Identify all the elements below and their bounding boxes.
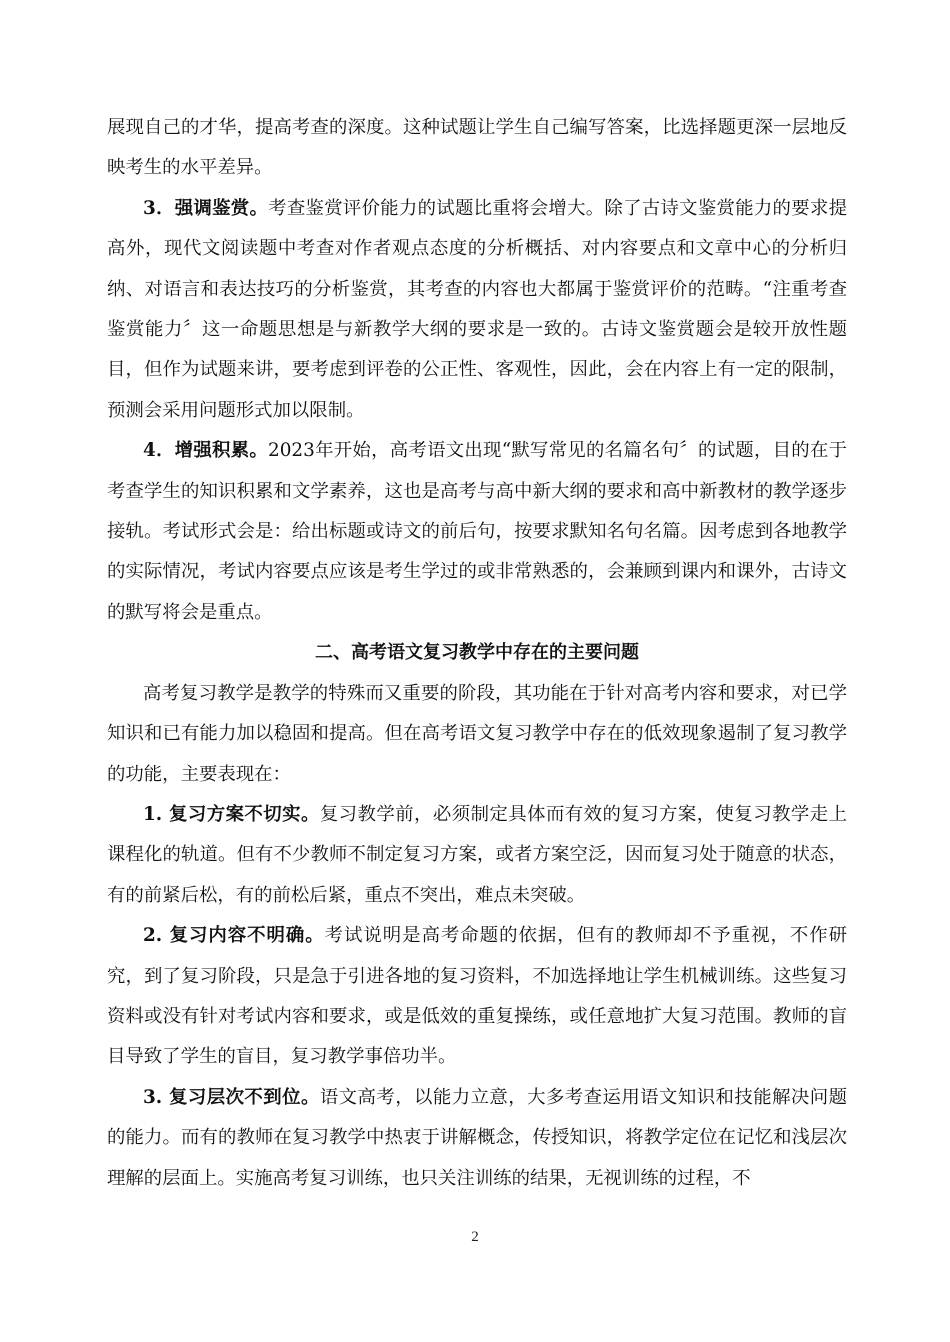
paragraph-text: 高考复习教学是教学的特殊而又重要的阶段，其功能在于针对高考内容和要求，对已学知识和已有能力加以稳固和提高。但在高考语文复习教学中存在的低效现象遏制了复习教学的功能，主要表现在：	[107, 682, 847, 785]
paragraph-appreciation	[107, 189, 847, 431]
document-body	[107, 108, 847, 1199]
paragraph-lead: 3．强调鉴赏。	[143, 197, 269, 219]
paragraph-intro	[107, 674, 847, 795]
paragraph-text: 复习教学前，必须制定具体而有效的复习方案，使复习教学走上课程化的轨道。但有不少教师不制定复习方案，或者方案空泛，因而复习处于随意的状态，有的前紧后松，有的前松后紧，重点不突出，难点未突破。	[107, 803, 847, 906]
paragraph-problem-3	[107, 1078, 847, 1199]
page-number: 2	[471, 1229, 479, 1245]
paragraph-text: 2023年开始，高考语文出现“默写常见的名篇名句〞的试题，目的在于考查学生的知识积累和文学素养，这也是高考与高中新大纲的要求和高中新教材的教学逐步接轨。考试形式会是：给出标题或诗文的前后句，按要求默知名句名篇。因考虑到各地教学的实际情况，考试内容要点应该是考生学过的或非常熟悉的，会兼顾到课内和课外，古诗文的默写将会是重点。	[107, 440, 847, 623]
paragraph-continuation	[107, 108, 847, 189]
paragraph-lead: 2. 复习内容不明确。	[143, 925, 325, 947]
paragraph-text: 考试说明是高考命题的依据，但有的教师却不予重视，不作研究，到了复习阶段，只是急于引进各地的复习资料，不加选择地让学生机械训练。这些复习资料或没有针对考试内容和要求，或是低效的重复操练，或任意地扩大复习范围。教师的盲目导致了学生的盲目，复习教学事倍功半。	[107, 925, 847, 1068]
paragraph-lead: 4．增强积累。	[143, 440, 269, 462]
paragraph-problem-1	[107, 795, 847, 916]
paragraph-text: 考查鉴赏评价能力的试题比重将会增大。除了古诗文鉴赏能力的要求提高外，现代文阅读题中考查对作者观点态度的分析概括、对内容要点和文章中心的分析归纳、对语言和表达技巧的分析鉴赏，其考查的内容也大都属于鉴赏评价的范畴。“注重考查鉴赏能力〞这一命题思想是与新教学大纲的要求是一致的。古诗文鉴赏题会是较开放性题目，但作为试题来讲，要考虑到评卷的公正性、客观性，因此，会在内容上有一定的限制，预测会采用问题形式加以限制。	[107, 197, 847, 421]
paragraph-text: 展现自己的才华，提高考查的深度。这种试题让学生自己编写答案，比选择题更深一层地反映考生的水平差异。	[107, 117, 847, 179]
paragraph-lead: 3. 复习层次不到位。	[143, 1086, 320, 1108]
paragraph-lead: 1. 复习方案不切实。	[143, 803, 320, 825]
paragraph-problem-2	[107, 916, 847, 1078]
paragraph-accumulation	[107, 431, 847, 633]
paragraph-text: 语文高考，以能力立意，大多考查运用语文知识和技能解决问题的能力。而有的教师在复习教学中热衷于讲解概念，传授知识，将教学定位在记忆和浅层次理解的层面上。实施高考复习训练，也只关注训练的结果，无视训练的过程，不	[107, 1086, 847, 1189]
section-heading: 二、高考语文复习教学中存在的主要问题	[315, 642, 639, 664]
